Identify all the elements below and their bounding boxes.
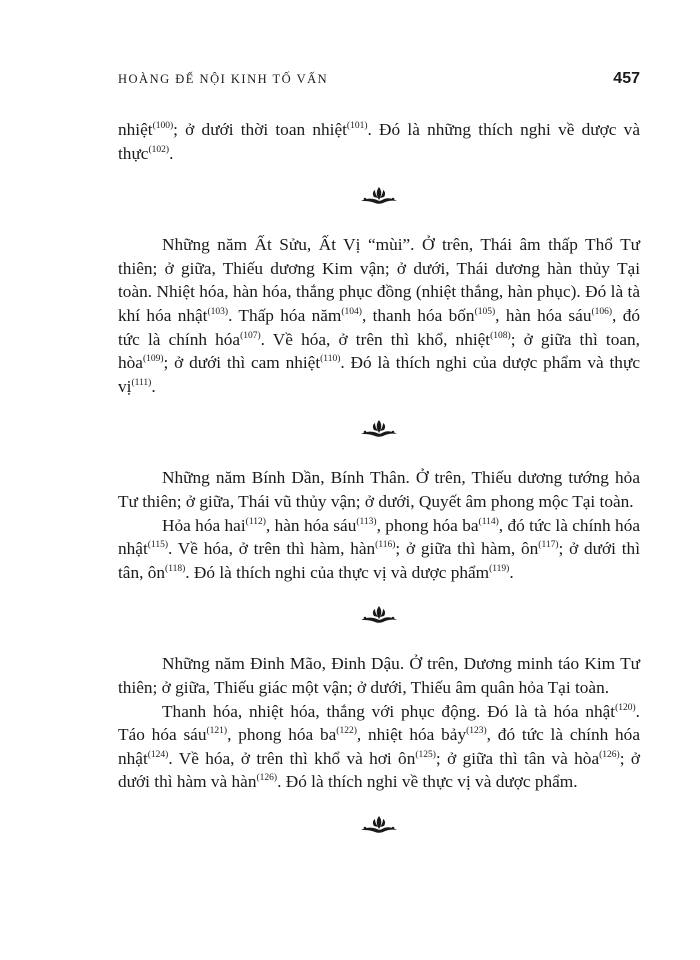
text-run: , đó tức là chính hóa nhật xyxy=(118,515,641,559)
footnote-marker: (120) xyxy=(615,702,636,713)
text-run: ; ở dưới thì tân, ôn xyxy=(118,539,640,582)
text-run: ; ở giữa thì toan, hòa xyxy=(118,329,640,373)
page-number: 457 xyxy=(613,70,640,87)
section-ornament xyxy=(118,813,640,837)
text-run: , đó tức là chính hóa nhật xyxy=(118,725,640,768)
footnote-marker: (122) xyxy=(336,726,357,737)
body-paragraph xyxy=(118,233,640,398)
fleuron-icon xyxy=(359,424,399,443)
text-run: , phong hóa ba xyxy=(227,725,337,745)
page-header xyxy=(118,70,640,88)
fleuron-icon xyxy=(359,820,399,839)
text-run: . Đó là thích nghi của thực vị và dược phẩm xyxy=(185,562,490,582)
text-run: ; ở dưới thời toan nhiệt xyxy=(173,120,347,139)
page-body xyxy=(118,118,640,862)
text-run: . Đó là thích nghi về thực vị và dược phẩm. xyxy=(277,772,578,792)
footnote-marker: (108) xyxy=(490,330,511,341)
footnote-marker: (123) xyxy=(466,726,487,737)
footnote-marker: (124) xyxy=(147,749,169,760)
text-run: ; ở dưới thì hàm và hàn xyxy=(118,748,640,792)
footnote-marker: (102) xyxy=(148,144,170,155)
text-run: . xyxy=(151,376,156,396)
fleuron-icon xyxy=(359,191,399,210)
text-run: , nhiệt hóa bảy xyxy=(356,725,467,745)
text-run: nhiệt xyxy=(118,120,153,139)
body-paragraph xyxy=(118,514,640,585)
footnote-marker: (115) xyxy=(147,540,168,551)
footnote-marker: (112) xyxy=(245,516,266,527)
footnote-marker: (121) xyxy=(206,726,228,737)
footnote-marker: (100) xyxy=(152,121,174,131)
text-run: Những năm Bính Dần, Bính Thân. Ở trên, Thiếu dương tướng hỏa Tư thiên; ở giữa, Thái vũ thủy vận; ở dưới, Quyết âm phong mộc Tại toàn. xyxy=(118,468,640,511)
text-run: . xyxy=(509,562,514,582)
body-paragraph xyxy=(118,466,640,513)
text-run: ; ở dưới thì cam nhiệt xyxy=(163,353,321,373)
footnote-marker: (101) xyxy=(346,121,368,131)
body-paragraph xyxy=(118,700,640,794)
footnote-marker: (104) xyxy=(341,306,362,317)
footnote-marker: (106) xyxy=(591,306,613,317)
footnote-marker: (107) xyxy=(240,330,261,341)
text-run: , thanh hóa bốn xyxy=(361,305,475,325)
fleuron-icon xyxy=(359,610,399,629)
text-run: , đó tức là chính hóa xyxy=(118,305,640,349)
body-paragraph xyxy=(118,652,640,699)
text-run: Thanh hóa, nhiệt hóa, thắng với phục động. Đó là tà hóa nhật xyxy=(162,701,616,721)
footnote-marker: (109) xyxy=(142,354,164,365)
footnote-marker: (116) xyxy=(375,540,396,551)
footnote-marker: (126) xyxy=(256,773,278,784)
text-run: Những năm Ất Sửu, Ất Vị “mùi”. Ở trên, Thái âm thấp Thổ Tư thiên; ở giữa, Thiếu dương Kim vận; ở dưới, Thái dương hàn thủy Tại toàn. Nhiệt hóa, hàn hóa, thắng phục đồng (nhiệt thắng, hàn phục). Đó là tà khí hóa nhật xyxy=(118,235,640,325)
text-run: . xyxy=(169,143,174,163)
footnote-marker: (111) xyxy=(131,377,152,388)
footnote-marker: (119) xyxy=(489,563,510,574)
footnote-marker: (117) xyxy=(538,540,559,551)
footnote-marker: (125) xyxy=(415,749,436,760)
footnote-marker: (113) xyxy=(356,516,377,527)
text-run: ; ở giữa thì tân và hòa xyxy=(435,748,600,768)
footnote-marker: (114) xyxy=(478,516,499,527)
text-run: . Đó là thích nghi của dược phẩm và thực vị xyxy=(118,353,640,396)
text-run: . Về hóa, ở trên thì khổ, nhiệt xyxy=(260,329,491,349)
text-run: Những năm Đinh Mão, Đinh Dậu. Ở trên, Dương minh táo Kim Tư thiên; ở giữa, Thiếu giác một vận; ở dưới, Thiếu âm quân hỏa Tại toàn. xyxy=(118,654,640,697)
text-run: , hàn hóa sáu xyxy=(265,515,357,535)
text-run: Hỏa hóa hai xyxy=(162,515,246,535)
footnote-marker: (118) xyxy=(165,563,186,574)
text-run: . Về hóa, ở trên thì khổ và hơi ôn xyxy=(168,748,416,768)
footnote-marker: (105) xyxy=(474,306,496,317)
text-run: ; ở giữa thì hàm, ôn xyxy=(395,539,539,559)
section-ornament xyxy=(118,603,640,627)
section-ornament xyxy=(118,184,640,208)
continuation-paragraph xyxy=(118,118,640,165)
text-run: , phong hóa ba xyxy=(376,515,479,535)
text-run: . Táo hóa sáu xyxy=(118,701,640,745)
footnote-marker: (103) xyxy=(207,306,229,317)
footnote-marker: (110) xyxy=(320,354,341,365)
text-run: . Thấp hóa năm xyxy=(228,305,342,325)
section-ornament xyxy=(118,417,640,441)
footnote-marker: (126) xyxy=(599,749,620,760)
text-run: . Đó là những thích nghi về dược và thực xyxy=(118,120,640,163)
running-title: HOÀNG ĐẾ NỘI KINH TỐ VẤN xyxy=(118,72,329,86)
text-run: , hàn hóa sáu xyxy=(495,305,592,325)
text-run: . Về hóa, ở trên thì hàm, hàn xyxy=(168,539,376,559)
